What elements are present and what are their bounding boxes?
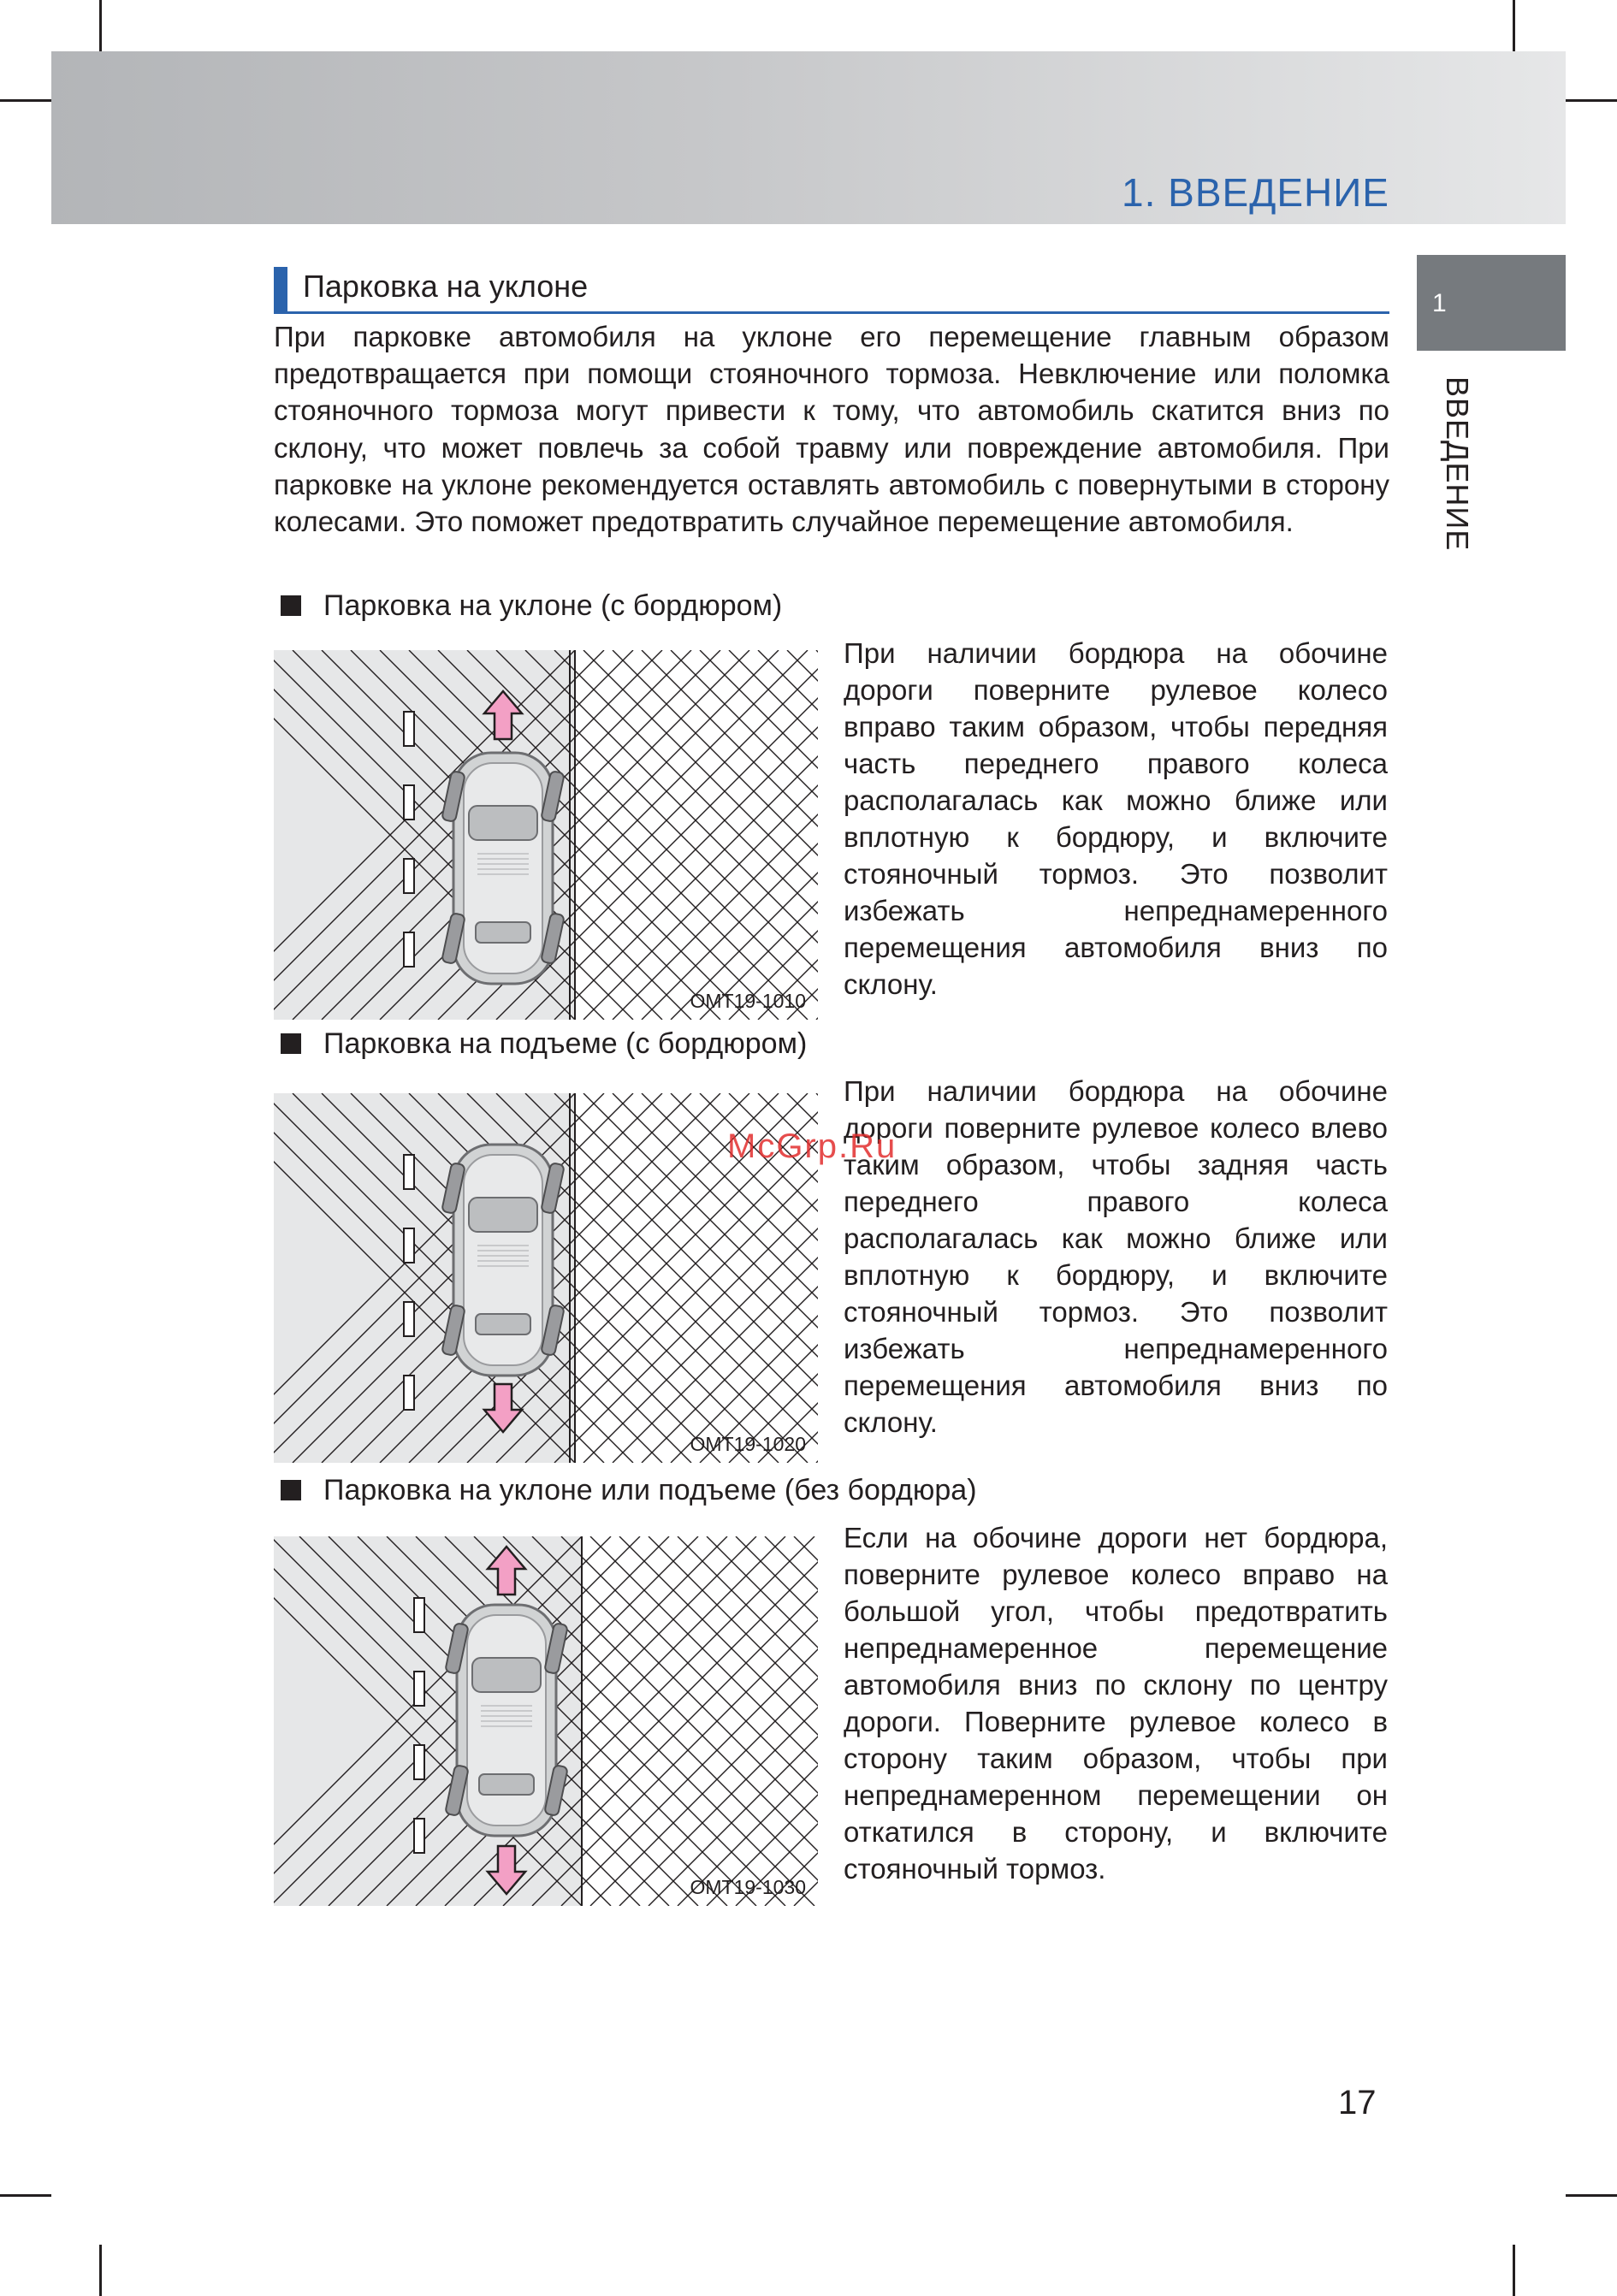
case-heading	[281, 1473, 977, 1507]
chapter-tab-number: 1	[1432, 289, 1447, 317]
crop-mark	[1566, 99, 1617, 102]
lane-marking	[404, 1228, 414, 1263]
intro-paragraph: При парковке автомобиля на уклоне его перемещение главным образом предотвращается при помощи стояночного тормоза. Невключение или поломка стояночного тормоза могут привести к тому, что автомобиль скатится вниз по склону, что может повлечь за собой травму или повреждение автомобиля. При парковке на уклоне рекомендуется оставлять автомобиль с повернутыми в сторону колесами. Это поможет предотвратить случайное перемещение автомобиля.	[274, 321, 1389, 538]
section-heading-bar	[274, 267, 287, 311]
lane-marking	[414, 1672, 424, 1706]
crop-mark	[1513, 0, 1515, 51]
case-heading	[281, 589, 782, 623]
crop-mark	[0, 99, 51, 102]
crop-mark	[99, 2245, 102, 2296]
crop-mark	[99, 0, 102, 51]
lane-marking	[414, 1745, 424, 1779]
figure-downhill-curb	[274, 650, 818, 1020]
section-heading	[274, 267, 1389, 314]
figure-code: OMT19-1030	[690, 1876, 806, 1898]
lane-marking	[404, 1376, 414, 1410]
car-top-view	[445, 1605, 568, 1836]
square-bullet-icon	[281, 1033, 301, 1054]
case-heading-text: Парковка на уклоне или подъеме (без бордюра)	[323, 1474, 977, 1506]
page-number: 17	[1338, 2084, 1377, 2121]
lane-marking	[404, 1155, 414, 1189]
chapter-tab	[1417, 255, 1566, 351]
case-heading	[281, 1027, 807, 1061]
case-paragraph: Если на обочине дороги нет бордюра, поверните рулевое колесо вправо на большой угол, чтобы предотвратить непреднамеренное перемещение автомобиля вниз по склону по центру дороги. Поверните рулевое колесо в сторону таким образом, чтобы при непреднамеренном перемещении он откатился в сторону, и включите стояночный тормоз.	[844, 1522, 1388, 1885]
parking-illustration	[274, 650, 818, 1020]
crop-mark	[0, 2194, 51, 2197]
lane-marking	[404, 932, 414, 967]
chapter-title: 1. ВВЕДЕНИЕ	[1122, 170, 1389, 215]
watermark: McGrp.Ru	[727, 1127, 897, 1165]
lane-marking	[414, 1819, 424, 1853]
lane-marking	[404, 712, 414, 746]
case-heading-text: Парковка на подъеме (с бордюром)	[323, 1027, 808, 1060]
case-heading-text: Парковка на уклоне (с бордюром)	[323, 589, 783, 622]
section-title: Парковка на уклоне	[303, 269, 589, 304]
parking-illustration	[274, 1536, 818, 1906]
case-paragraph: При наличии бордюра на обочине дороги поверните рулевое колесо вправо таким образом, чтобы передняя часть переднего правого колеса располагалась как можно ближе или вплотную к бордюру, и включите стояночный тормоз. Это позволит избежать непреднамеренного перемещения автомобиля вниз по склону.	[844, 637, 1388, 1000]
lane-marking	[404, 1302, 414, 1336]
lane-marking	[404, 785, 414, 820]
crop-mark	[1513, 2245, 1515, 2296]
arrow-up-icon	[488, 1547, 525, 1595]
square-bullet-icon	[281, 595, 301, 616]
lane-marking	[414, 1598, 424, 1632]
figure-code: OMT19-1010	[690, 990, 806, 1012]
crop-mark	[1566, 2194, 1617, 2197]
arrow-up-icon	[484, 691, 522, 739]
arrow-down-icon	[484, 1384, 522, 1432]
car-top-view	[441, 753, 565, 984]
lane-marking	[404, 859, 414, 893]
car-top-view	[441, 1145, 565, 1376]
square-bullet-icon	[281, 1480, 301, 1500]
figure-no-curb	[274, 1536, 818, 1906]
chapter-tab-label: ВВЕДЕНИЕ	[1440, 376, 1475, 552]
case-paragraph: При наличии бордюра на обочине дороги поверните рулевое колесо влево таким образом, чтобы задняя часть переднего правого колеса располагалась как можно ближе или вплотную к бордюру, и включите стояночный тормоз. Это позволит избежать непреднамеренного перемещения автомобиля вниз по склону.	[844, 1075, 1388, 1438]
figure-code: OMT19-1020	[690, 1433, 806, 1455]
